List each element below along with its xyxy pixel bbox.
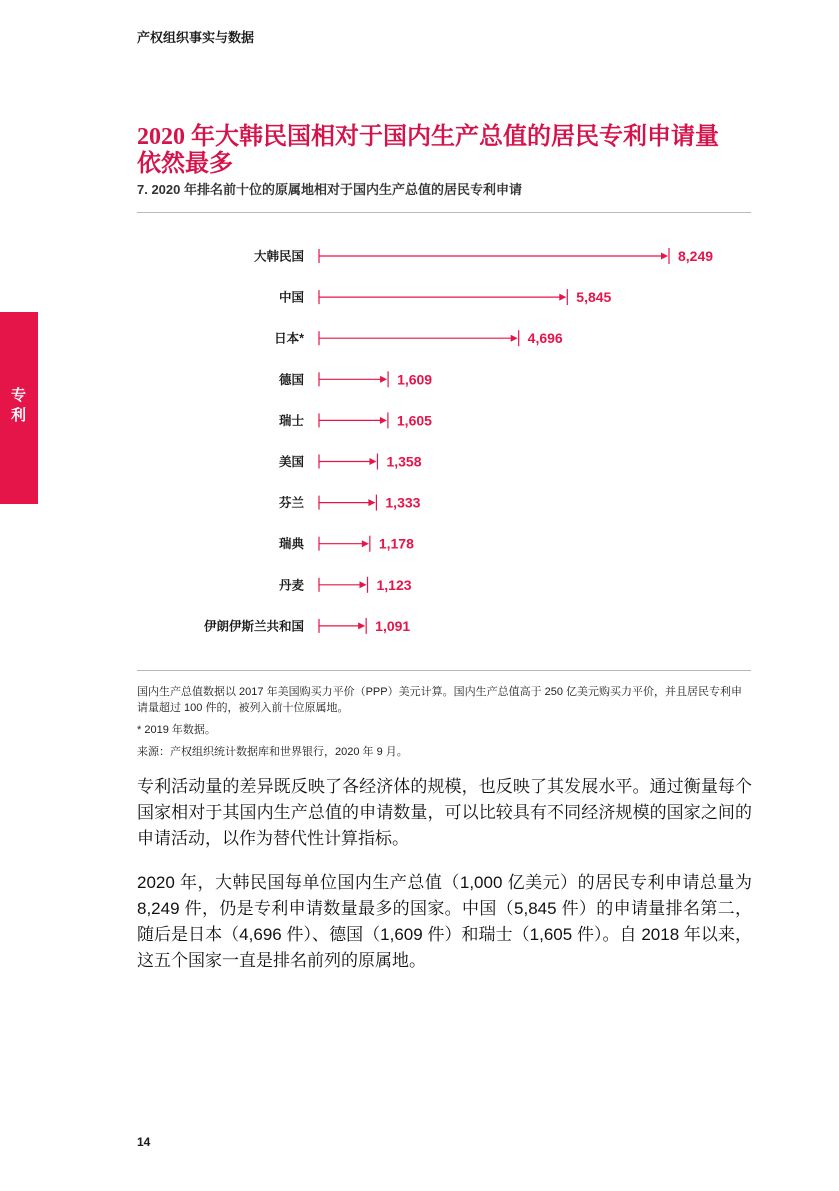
value-label: 1,091: [375, 617, 411, 634]
category-label: 瑞典: [278, 537, 304, 552]
note-source: 来源：产权组织统计数据库和世界银行，2020 年 9 月。: [137, 746, 408, 758]
bar-arrowhead: [362, 540, 369, 547]
value-label: 1,609: [397, 371, 433, 388]
value-label: 8,249: [678, 248, 714, 264]
category-label: 德国: [278, 372, 304, 387]
page-title: 2020 年大韩民国相对于国内生产总值的居民专利申请量依然最多: [137, 124, 719, 177]
bar-arrowhead: [380, 417, 387, 424]
value-label: 1,358: [386, 453, 422, 470]
category-label: 丹麦: [278, 578, 304, 593]
value-label: 1,178: [378, 535, 414, 552]
category-label: 瑞士: [278, 413, 304, 428]
body-paragraph-2: 2020 年，大韩民国每单位国内生产总值（1,000 亿美元）的居民专利申请总量为 8,249 件，仍是专利申请数量最多的国家。中国（5,845 件）的申请量排名第二，随后是日本（4,696 件）、德国（1,609 件）和瑞士（1,605 件）。自 2018 年以来，这五个国家一直是排名前列的原属地。: [137, 873, 752, 970]
bottom-divider: [137, 670, 751, 671]
side-tab-label: 专利: [11, 387, 28, 424]
category-label: 美国: [278, 455, 304, 469]
bar-chart: [0, 230, 839, 660]
bar-arrowhead: [661, 253, 668, 260]
note-definition: 国内生产总值数据以 2017 年美国购买力平价（PPP）美元计算。国内生产总值高于 250 亿美元购买力平价，并且居民专利申请量超过 100 件的，被列入前十位原属地。: [137, 686, 743, 714]
value-label: 1,605: [396, 412, 432, 429]
category-label: 日本*: [274, 331, 304, 346]
category-label: 伊朗伊斯兰共和国: [203, 619, 304, 634]
bar-arrowhead: [380, 376, 387, 383]
category-label: 中国: [278, 290, 304, 305]
bar-arrowhead: [358, 622, 365, 629]
bar-arrowhead: [368, 499, 375, 506]
bar-arrowhead: [559, 294, 566, 301]
value-label: 4,696: [527, 330, 563, 347]
bar-arrowhead: [511, 335, 518, 342]
value-label: 1,333: [385, 494, 421, 511]
body-paragraph-1: 专利活动量的差异既反映了各经济体的规模，也反映了其发展水平。通过衡量每个国家相对于其国内生产总值的申请数量，可以比较具有不同经济规模的国家之间的申请活动，以作为替代性计算指标。: [137, 777, 752, 848]
top-divider: [137, 212, 751, 213]
bar-arrowhead: [369, 458, 376, 465]
category-label: 大韩民国: [253, 249, 304, 264]
body-text: [137, 774, 752, 992]
value-label: 5,845: [576, 289, 612, 306]
section-header: 产权组织事实与数据: [137, 30, 255, 45]
chart-notes: [137, 684, 751, 766]
category-label: 芬兰: [278, 496, 304, 511]
note-asterisk: * 2019 年数据。: [137, 724, 216, 736]
value-label: 1,123: [376, 576, 412, 593]
bar-arrowhead: [360, 581, 367, 588]
chart-subtitle: 7. 2020 年排名前十位的原属地相对于国内生产总值的居民专利申请: [137, 182, 522, 197]
page-number: 14: [137, 1135, 151, 1149]
